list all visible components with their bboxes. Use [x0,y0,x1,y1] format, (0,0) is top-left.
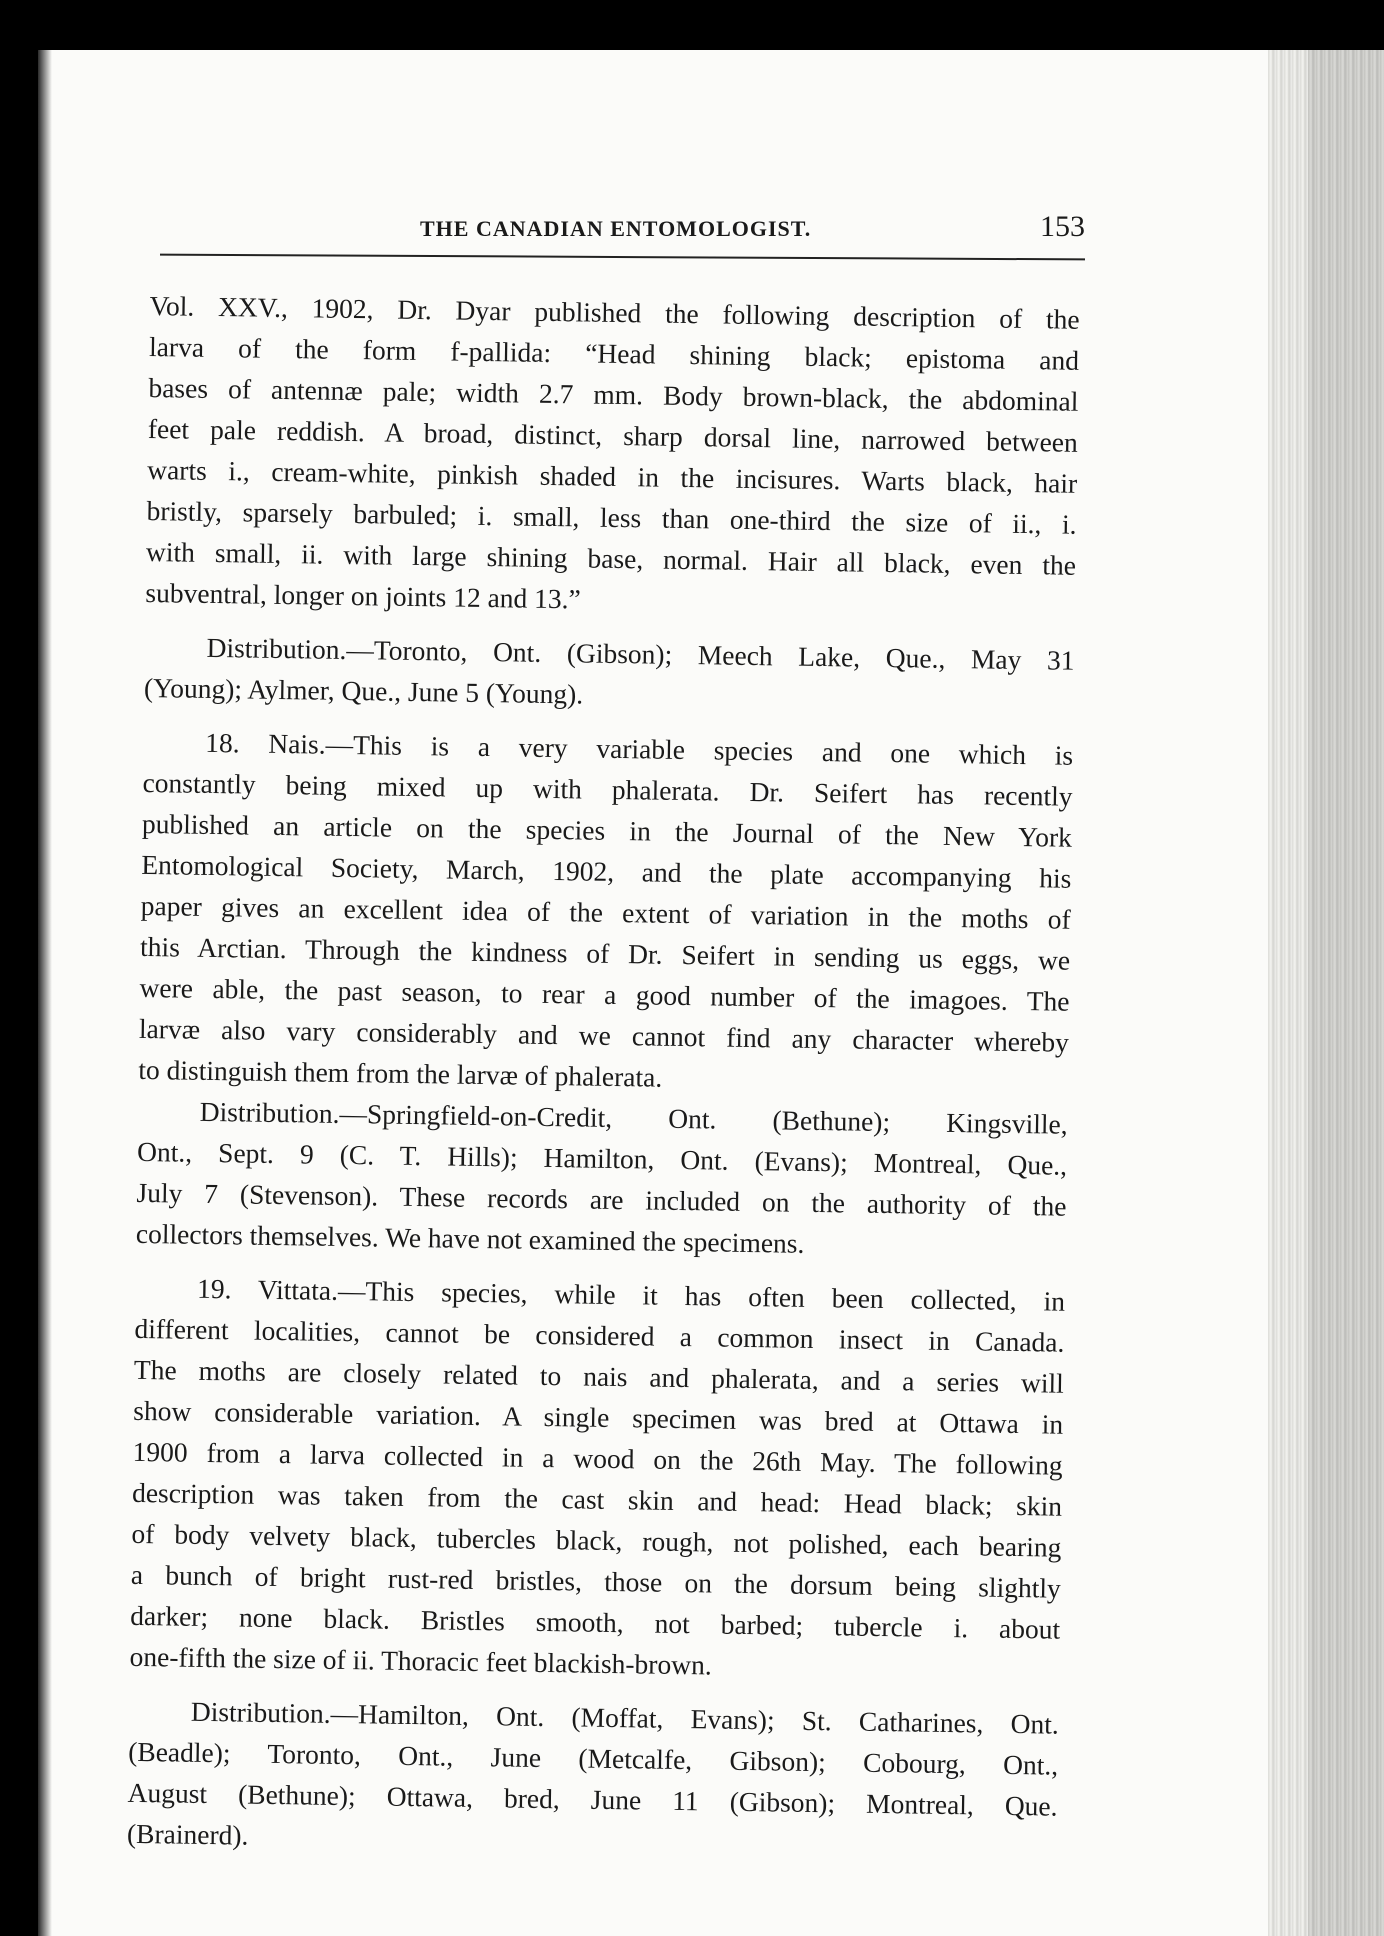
text-line: different localities, cannot be considered a common insect in Canada. [134,1312,1065,1358]
text-line: July 7 (Stevenson). These records are included on the authority of the [136,1176,1067,1222]
page-edges [1268,50,1384,1936]
text-line: warts i., cream-white, pinkish shaded in the incisures. Warts black, hair [147,453,1078,499]
text-line: bristly, sparsely barbuled; i. small, less than one-third the size of ii., i. [146,494,1077,540]
journal-title: THE CANADIAN ENTOMOLOGIST. [420,216,812,241]
text-line: (Brainerd). [126,1817,249,1851]
text-line: Distribution.—Springfield-on-Credit, Ont. (Bethune); Kingsville, [199,1095,1068,1140]
text-line: The moths are closely related to nais and phalerata, and a series will [133,1353,1065,1399]
text-line: description was taken from the cast skin and head: Head black; skin [131,1476,1063,1522]
text-line: 18. Nais.—This is a very variable species and one which is [204,726,1074,771]
text-line: Distribution.—Hamilton, Ont. (Moffat, Evans); St. Catharines, Ont. [190,1695,1059,1740]
text-line: show considerable variation. A single specimen was bred at Ottawa in [133,1394,1064,1440]
text-line: collectors themselves. We have not examined the specimens. [135,1217,805,1259]
text-line: feet pale reddish. A broad, distinct, sharp dorsal line, narrowed between [147,412,1078,458]
text-line: constantly being mixed up with phalerata. Dr. Seifert has recently [142,766,1073,812]
text-line: to distinguish them from the larvæ of phalerata. [138,1053,663,1093]
page-number: 153 [1040,210,1085,243]
text-line: larva of the form f-pallida: “Head shining black; epistoma and [148,330,1080,376]
text-line: Entomological Society, March, 1902, and the plate accompanying his [141,848,1072,894]
text-line: (Beadle); Toronto, Ont., June (Metcalfe, Gibson); Cobourg, Ont., [128,1735,1059,1781]
text-line: one-fifth the size of ii. Thoracic feet blackish-brown. [129,1640,712,1681]
text-line: a bunch of bright rust-red bristles, those on the dorsum being slightly [130,1558,1061,1604]
running-head [160,210,1085,250]
text-line: were able, the past season, to rear a good number of the imagoes. The [139,971,1070,1017]
body-text [127,285,1080,1868]
text-line: Ont., Sept. 9 (C. T. Hills); Hamilton, Ont. (Evans); Montreal, Que., [136,1135,1068,1181]
text-line: larvæ also vary considerably and we cannot find any character whereby [138,1012,1070,1058]
text-line: (Young); Aylmer, Que., June 5 (Young). [143,671,584,710]
text-line: darker; none black. Bristles smooth, not barbed; tubercle i. about [130,1599,1061,1645]
text-line: August (Bethune); Ottawa, bred, June 11 (Gibson); Montreal, Que. [127,1776,1058,1822]
text-line: Distribution.—Toronto, Ont. (Gibson); Meech Lake, Que., May 31 [206,631,1075,676]
text-line: published an article on the species in the Journal of the New York [141,807,1073,853]
text-line: Vol. XXV., 1902, Dr. Dyar published the following description of the [149,289,1080,335]
text-line: this Arctian. Through the kindness of Dr. Seifert in sending us eggs, we [139,930,1071,976]
text-line: bases of antennæ pale; width 2.7 mm. Body brown-black, the abdominal [148,371,1079,417]
book-spine-shadow [38,50,52,1936]
text-line: with small, ii. with large shining base, normal. Hair all black, even the [145,535,1077,581]
text-line: 19. Vittata.—This species, while it has often been collected, in [196,1272,1066,1317]
text-line: paper gives an excellent idea of the extent of variation in the moths of [140,889,1071,935]
text-line: 1900 from a larva collected in a wood on the 26th May. The following [132,1435,1063,1481]
text-line: of body velvety black, tubercles black, rough, not polished, each bearing [131,1517,1062,1563]
text-line: subventral, longer on joints 12 and 13.” [145,576,581,615]
